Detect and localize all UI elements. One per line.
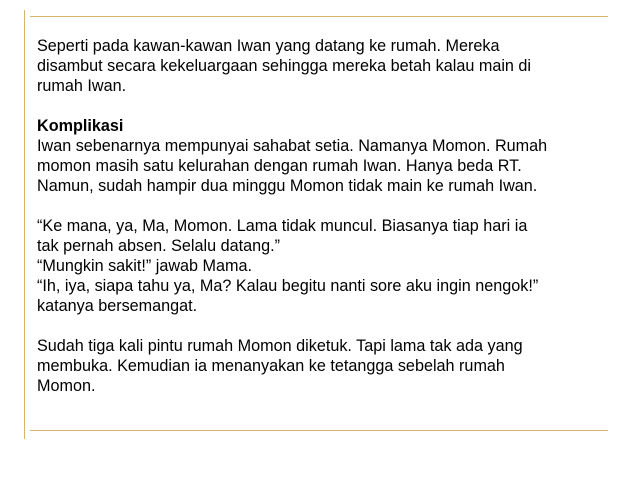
dialog-line-5: katanya bersemangat. (37, 297, 198, 315)
intro-line-2: disambut secara kekeluargaan sehingga mereka betah kalau main di (37, 57, 532, 75)
spacer (37, 196, 617, 216)
spacer (37, 316, 617, 336)
closing-line-2: membuka. Kemudian ia menanyakan ke tetangga sebelah rumah (37, 357, 505, 375)
komplikasi-paragraph (37, 116, 617, 196)
dialog-line-2: tak pernah absen. Selalu datang.” (37, 237, 280, 255)
dialog-line-1: “Ke mana, ya, Ma, Momon. Lama tidak muncul. Biasanya tiap hari ia (37, 217, 528, 235)
dialog-line-3: “Mungkin sakit!” jawab Mama. (37, 257, 253, 275)
closing-line-1: Sudah tiga kali pintu rumah Momon diketuk. Tapi lama tak ada yang (37, 337, 523, 355)
dialog-line-4: “Ih, iya, siapa tahu ya, Ma? Kalau begitu nanti sore aku ingin nengok!” (37, 277, 539, 295)
intro-paragraph (37, 36, 617, 96)
closing-paragraph (37, 336, 617, 396)
story-text (37, 36, 617, 396)
top-rule (30, 16, 608, 17)
left-rule (24, 10, 25, 439)
closing-line-3: Momon. (37, 377, 96, 395)
intro-line-3: rumah Iwan. (37, 77, 127, 95)
intro-line-1: Seperti pada kawan-kawan Iwan yang datang ke rumah. Mereka (37, 37, 500, 55)
komplikasi-heading: Komplikasi (37, 117, 124, 135)
komplikasi-line-1: Iwan sebenarnya mempunyai sahabat setia. Namanya Momon. Rumah (37, 137, 548, 155)
komplikasi-line-2: momon masih satu kelurahan dengan rumah Iwan. Hanya beda RT. (37, 157, 522, 175)
spacer (37, 96, 617, 116)
komplikasi-line-3: Namun, sudah hampir dua minggu Momon tidak main ke rumah Iwan. (37, 177, 538, 195)
bottom-rule (30, 430, 608, 431)
dialog-paragraph (37, 216, 617, 316)
